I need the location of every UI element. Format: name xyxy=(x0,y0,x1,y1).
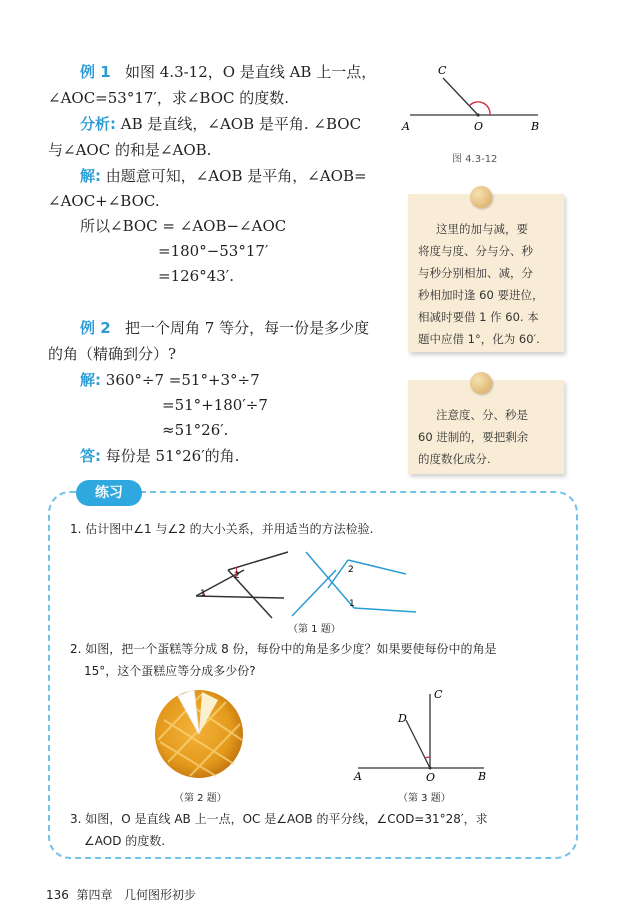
solution-text5: =126°43′. xyxy=(158,267,234,285)
example1-q2: ∠AOC=53°17′，求∠BOC 的度数. xyxy=(48,89,290,107)
p3-label-b: B xyxy=(478,770,487,783)
exercise-problem2-line1: 2. 如图，把一个蛋糕等分成 8 份，每份中的角是多少度？如果要使每份中的角是 xyxy=(70,642,497,656)
angle2-label-left: 2 xyxy=(234,571,240,581)
solution-text4: =180°−53°17′ xyxy=(158,242,269,260)
example1-q1: 如图 4.3-12，O 是直线 AB 上一点， xyxy=(124,63,377,81)
example1-analysis-line1 xyxy=(80,114,361,134)
solution-text1: 由题意可知，∠AOB 是平角，∠AOB= xyxy=(105,167,367,185)
p3-label-c: C xyxy=(434,688,443,701)
answer-text: 每份是 51°26′的角. xyxy=(105,447,240,465)
note1-line5: 相减时要借 1 作 60. 本 xyxy=(418,310,539,324)
solution-text2: ∠AOC+∠BOC. xyxy=(48,192,160,210)
ray-oc xyxy=(443,78,478,115)
label-a: A xyxy=(402,120,410,133)
example2-sol3: ≈51°26′. xyxy=(162,421,229,439)
page-footer xyxy=(46,886,196,903)
problem1-caption: （第 1 题） xyxy=(288,624,341,635)
example2-sol1: 360°÷7 =51°+3°÷7 xyxy=(105,371,260,389)
example2-q1: 把一个周角 7 等分，每一份是多少度 xyxy=(124,319,370,337)
problem2-caption: （第 2 题） xyxy=(174,793,227,804)
solution-text3: 所以∠BOC = ∠AOB−∠AOC xyxy=(80,217,287,235)
pin-icon xyxy=(470,372,492,394)
note1-line3: 与秒分别相加、减，分 xyxy=(418,266,533,280)
example2-solution-label: 解: xyxy=(80,371,101,389)
exercise-problem3-line2: ∠AOD 的度数. xyxy=(84,834,166,848)
note2-line1: 注意度、分、秒是 xyxy=(436,408,528,422)
angle2-label-right: 2 xyxy=(348,565,354,575)
chapter-title: 几何图形初步 xyxy=(124,888,197,902)
figure-4-3-12 xyxy=(398,60,558,140)
note1-line4: 秒相加时逢 60 要进位， xyxy=(418,288,544,302)
label-b: B xyxy=(531,120,540,133)
label-c: C xyxy=(438,64,447,77)
page-number: 136 xyxy=(46,888,69,902)
example2-solution-line1 xyxy=(80,370,260,390)
problem3-figure xyxy=(350,684,500,784)
solution-label: 解: xyxy=(80,167,101,185)
example2-line1 xyxy=(80,318,369,338)
exercise-problem1: 1. 估计图中∠1 与∠2 的大小关系，并用适当的方法检验. xyxy=(70,522,374,536)
note2-line3: 的度数化成分. xyxy=(418,452,491,466)
pin-icon xyxy=(470,186,492,208)
angle1-label-right: 1 xyxy=(349,599,355,609)
label-o: O xyxy=(474,120,484,133)
example2-label: 例 2 xyxy=(80,319,111,337)
cake-image xyxy=(150,684,248,780)
figure-caption: 图 4.3-12 xyxy=(452,154,498,165)
answer-label: 答: xyxy=(80,447,101,465)
exercise-tab: 练习 xyxy=(76,480,142,506)
note1-line1: 这里的加与减，要 xyxy=(436,222,528,236)
chapter-label: 第四章 xyxy=(76,888,113,902)
angle1-label-left: 1 xyxy=(200,589,206,599)
example1-label: 例 1 xyxy=(80,63,111,81)
note1-line6: 题中应借 1°，化为 60′. xyxy=(418,332,540,346)
example1-solution-line1 xyxy=(80,166,367,186)
note1-line2: 将度与度、分与分、秒 xyxy=(418,244,533,258)
example1-line1 xyxy=(80,62,376,82)
example2-answer-line xyxy=(80,446,239,466)
problem1-figure xyxy=(188,548,428,620)
analysis-label: 分析: xyxy=(80,115,116,133)
example2-q2: 的角（精确到分）? xyxy=(48,345,177,363)
analysis-text1: AB 是直线，∠AOB 是平角. ∠BOC xyxy=(120,115,362,133)
problem3-caption: （第 3 题） xyxy=(398,793,451,804)
exercise-problem2-line2: 15°，这个蛋糕应等分成多少份? xyxy=(84,664,256,678)
example2-sol2: =51°+180′÷7 xyxy=(162,396,268,414)
p3-label-a: A xyxy=(354,770,362,783)
p3-label-d: D xyxy=(398,712,407,725)
p3-label-o: O xyxy=(426,771,436,784)
note2-line2: 60 进制的，要把剩余 xyxy=(418,430,529,444)
analysis-text2: 与∠AOC 的和是∠AOB. xyxy=(48,141,212,159)
exercise-problem3-line1: 3. 如图，O 是直线 AB 上一点，OC 是∠AOB 的平分线，∠COD=31°28′，求 xyxy=(70,812,488,826)
